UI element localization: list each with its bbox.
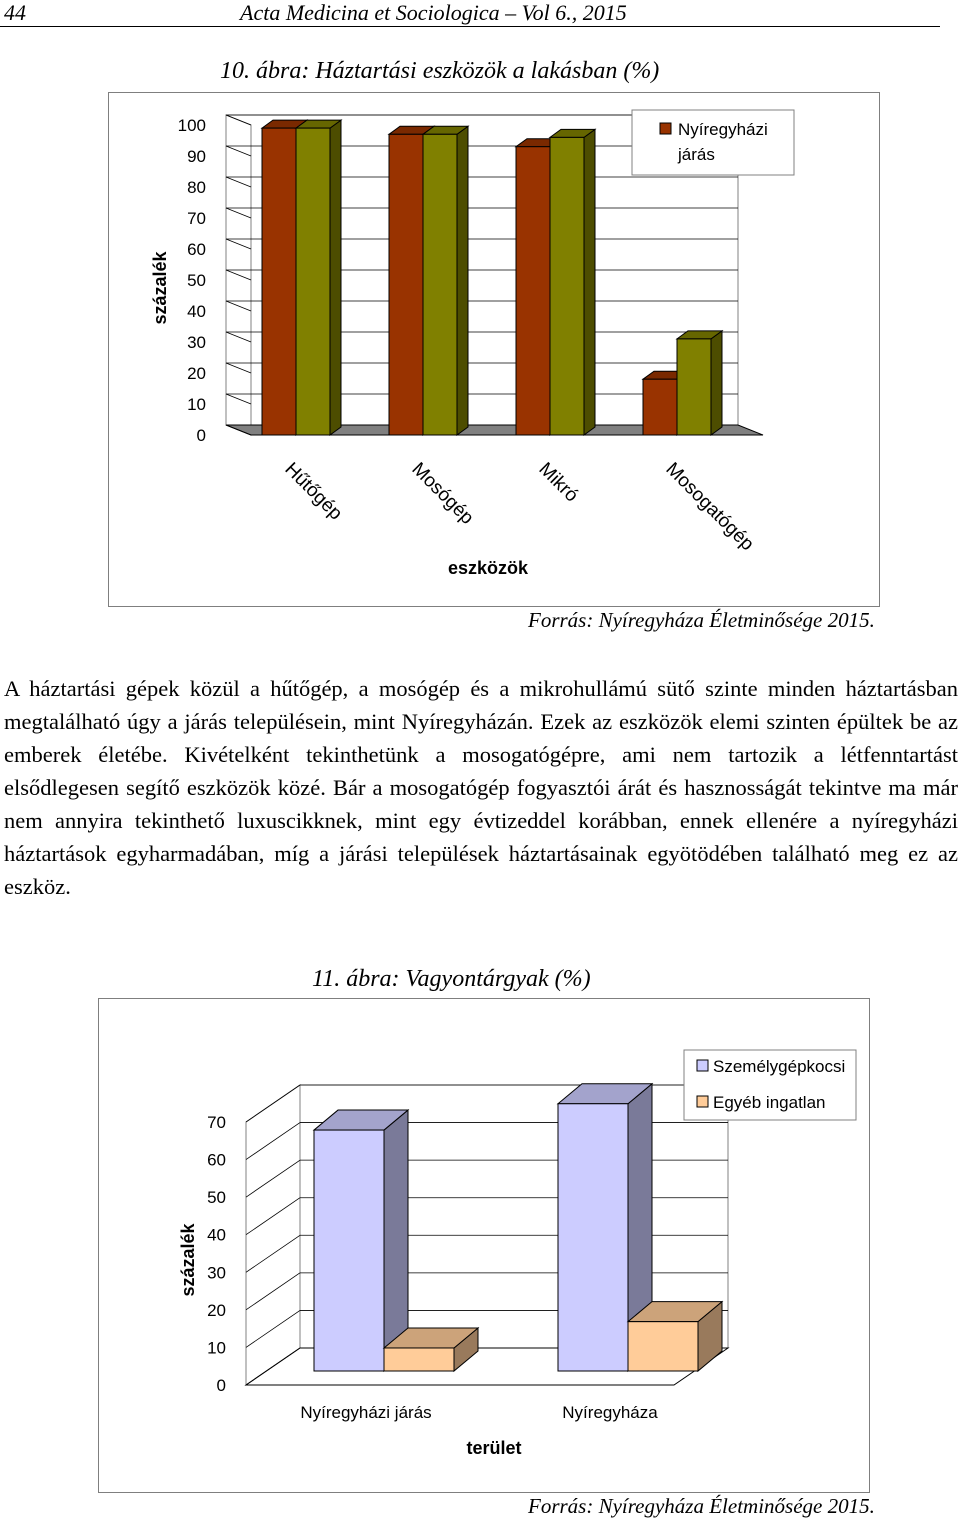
y-tick-label: 40 [187,302,206,321]
chart-side-wall [246,1085,300,1385]
y-tick-label: 80 [187,178,206,197]
x-tick-label: Hűtőgép [280,458,347,525]
legend-swatch [697,1060,708,1071]
y-tick-label: 0 [216,1376,226,1395]
bar-egyéb-ingatlan [384,1348,454,1371]
bar-személygépkocsi [314,1130,384,1371]
y-tick-label: 20 [187,364,206,383]
y-tick-label: 90 [187,147,206,166]
legend-label: Egyéb ingatlan [713,1093,826,1112]
legend-label: járás [678,145,715,164]
x-axis-label: eszközök [447,558,529,578]
journal-title: Acta Medicina et Sociologica – Vol 6., 2015 [240,0,627,25]
figure-10-title: 10. ábra: Háztartási eszközök a lakásban (%) [220,58,660,84]
y-tick-label: 60 [187,240,206,259]
figure-11-source: Forrás: Nyíregyháza Életminősége 2015. [528,1494,875,1518]
y-tick-label: 70 [187,209,206,228]
x-tick-label: Mosogatógép [661,458,758,555]
bar-személygépkocsi [558,1104,628,1371]
x-tick-label: Mosógép [407,458,478,529]
figure-10-source: Forrás: Nyíregyháza Életminősége 2015. [528,608,875,632]
y-tick-label: 100 [177,116,206,135]
x-tick-label: Nyíregyházi járás [300,1403,432,1422]
y-tick-label: 30 [187,333,206,352]
body-paragraph: A háztartási gépek közül a hűtőgép, a mosógép és a mikrohullámú sütő szinte minden háztartásban megtalálható úgy a járás településein, mint Nyíregyházán. Ezek az eszközök elemi szinten épültek be az emberek életébe. Kivételként tekinthetünk a mosogatógépre, ami nem tartozik a létfenntartást elsődlegesen segítő eszközök közé. Bár a mosogatógép fogyasztói árát és hasznosságát tekintve ma már nem annyira tekinthető luxuscikknek, mint egy évtizeddel korábban, ennek ellenére a nyíregyházi háztartások egyharmadában, míg a járási települések háztartásainak egyötödében található meg ez az eszköz. [4,676,958,899]
y-tick-label: 40 [207,1225,226,1245]
figure-11-title: 11. ábra: Vagyontárgyak (%) [312,966,591,992]
x-tick-label: Mikró [534,458,583,507]
y-tick-label: 70 [207,1113,226,1132]
y-tick-label: 30 [207,1263,226,1283]
y-tick-label: 0 [196,426,206,445]
y-axis-label: százalék [150,251,170,325]
legend-label: Nyíregyházi [678,120,768,139]
y-axis-label: százalék [178,1223,198,1297]
page-number: 44 [4,0,26,25]
x-axis-label: terület [466,1438,522,1458]
y-tick-label: 50 [207,1188,226,1208]
x-tick-label: Nyíregyháza [562,1403,658,1422]
legend-label: Személygépkocsi [713,1057,846,1076]
bar-egyéb-ingatlan [628,1322,698,1371]
y-tick-label: 60 [207,1150,226,1170]
y-tick-label: 20 [207,1300,226,1320]
y-tick-label: 10 [207,1338,226,1358]
legend-swatch [697,1096,708,1107]
y-tick-label: 10 [187,395,206,414]
y-tick-label: 50 [187,271,206,290]
